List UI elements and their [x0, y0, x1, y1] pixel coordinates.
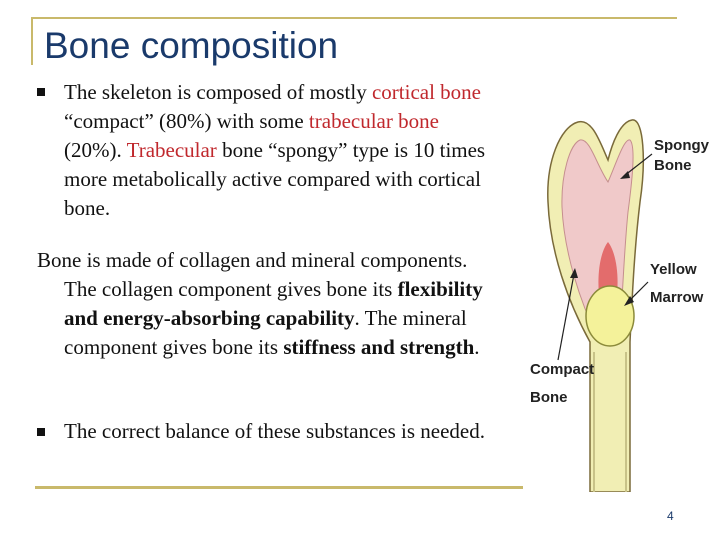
bullet-3-seg-0: The correct balance of these substances is needed. [64, 419, 485, 443]
yellow-marrow-shape [586, 286, 634, 346]
para-2-seg-4: . [474, 335, 480, 359]
slide-title: Bone composition [44, 25, 339, 66]
label-yellow-line2: Marrow [650, 289, 704, 306]
bullet-1-seg-cortical: cortical bone [371, 80, 481, 104]
bullet-text-3 [64, 417, 494, 446]
page-number: 4 [667, 509, 674, 523]
paragraph-text-2 [37, 246, 494, 362]
bullet-1-seg-4: (20%). [64, 138, 127, 162]
label-compact-line1: Compact [530, 361, 595, 378]
label-yellow-line1: Yellow [650, 261, 697, 278]
bullet-marker-3 [37, 428, 45, 436]
bottom-rule [35, 486, 523, 489]
bullet-1-seg-trabecular: trabecular bone [308, 109, 439, 133]
title-rule-horizontal [31, 17, 677, 19]
label-spongy-line2: Bone [654, 157, 692, 174]
bone-diagram [520, 102, 720, 492]
bullet-1-seg-0: The skeleton is composed of mostly [64, 80, 372, 104]
bullet-marker-1 [37, 88, 45, 96]
title-rule-vertical [31, 17, 33, 65]
label-spongy-line1: Spongy [654, 137, 709, 154]
label-compact-line2: Bone [530, 389, 568, 406]
para-2-seg-0: Bone is made of collagen and mineral components. The collagen component gives bone its [37, 248, 468, 301]
para-2-seg-flexibility: flexibility and energy-absorbing capability [64, 277, 483, 330]
bullet-1-seg-trabecular-2: Trabecular [126, 138, 217, 162]
bullet-1-seg-6: bone “spongy” type is 10 times more metabolically active compared with cortical bone. [64, 138, 486, 220]
bullet-1-seg-2: “compact” (80%) with some [64, 109, 309, 133]
para-2-seg-stiffness: stiffness and strength [283, 335, 475, 359]
para-2-seg-2: . The mineral component gives bone its [64, 306, 467, 359]
bullet-text-1 [64, 78, 500, 223]
